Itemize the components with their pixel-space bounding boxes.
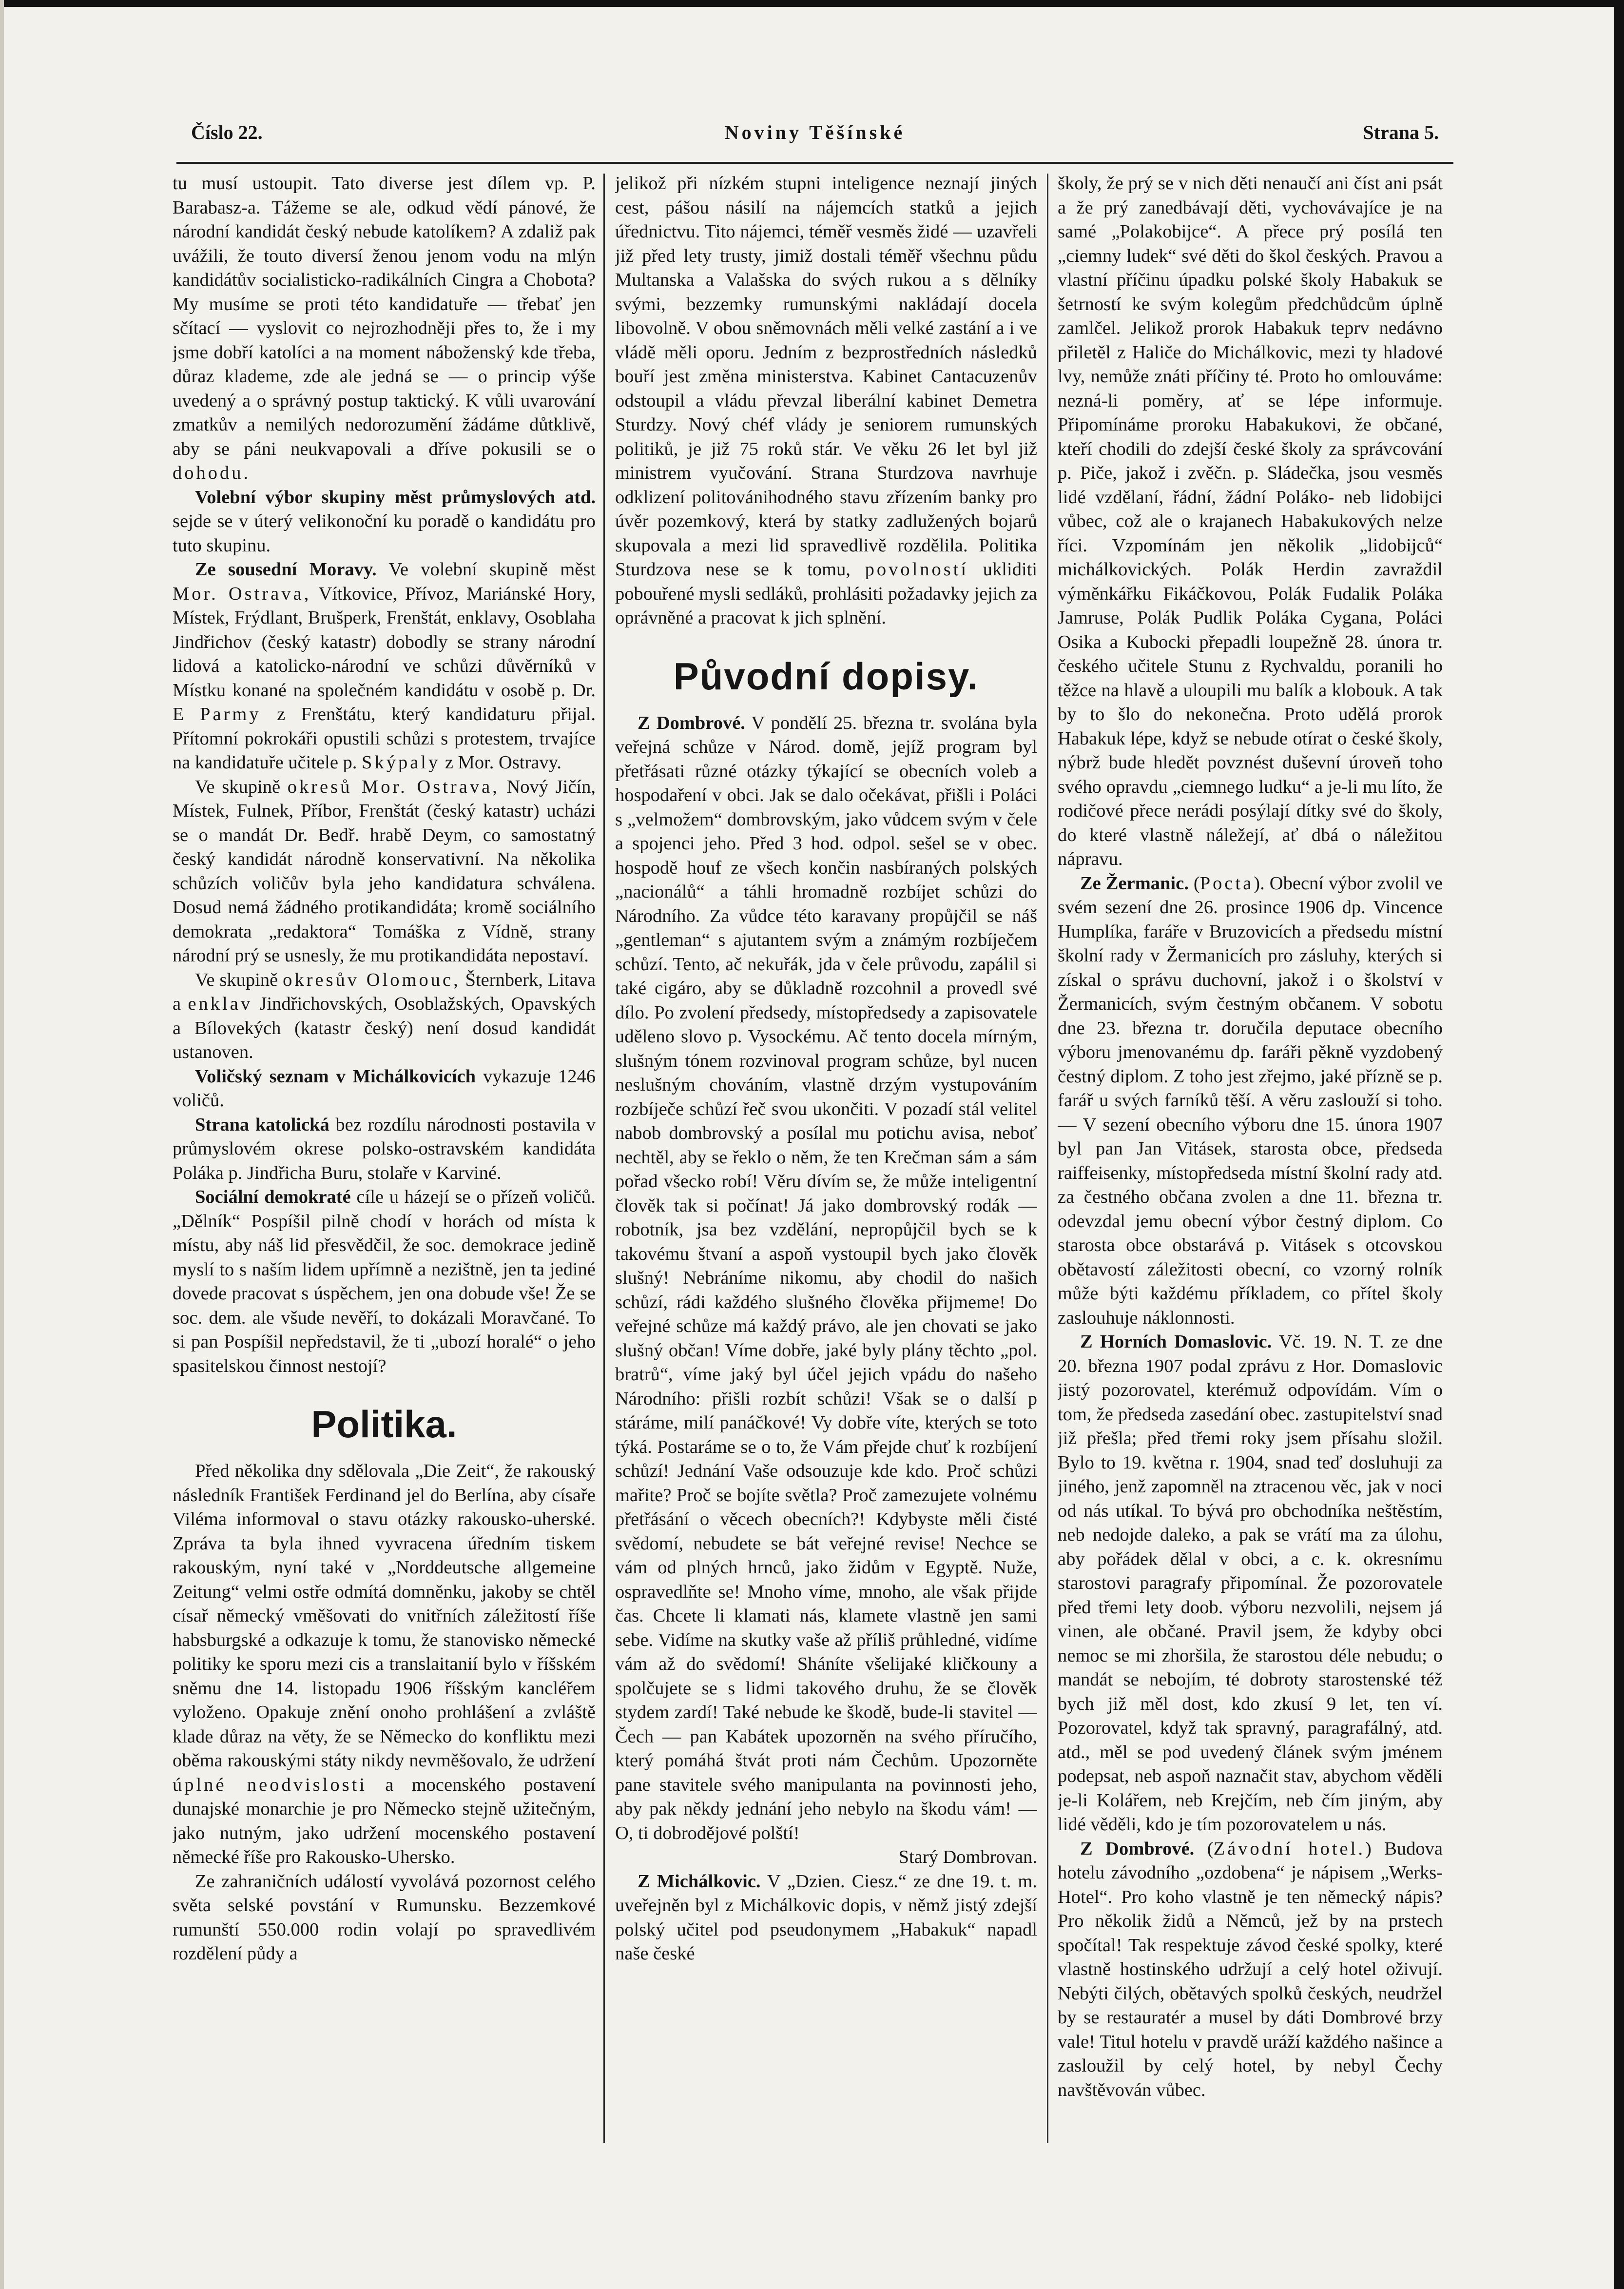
article-paragraph: Voličský seznam v Michálkovicích vykazuje 1246 voličů. bbox=[173, 1066, 596, 1111]
column-rule bbox=[603, 174, 605, 2143]
article-paragraph: Strana katolická bez rozdílu národnosti postavila v průmyslovém okrese polsko-ostravském kandidáta Poláka p. Jindřicha Buru, stolaře v Karviné. bbox=[173, 1114, 596, 1183]
article-paragraph: Z Dombrové. (Závodní hotel.) Budova hotelu závodního „ozdobena“ je nápisem „Werks-Hotel“. Pro koho vlastně je ten německý nápis? Pro několik židů a Němců, jež by na prstech spočítal! Tak respektuje závod české spolky, které vlastně hostinského udržují a celý hotel oživují. Nebýti čilých, obětavých spolků českých, neudržel by se restauratér a musel by dáti Dombrové brzy vale! Titul hotelu v pravdě uráží každého našince a zasloužil by celý hotel, by nebyl Čechy navštěvován vůbec. bbox=[1058, 1838, 1443, 2100]
article-paragraph: Ve skupině okresů Mor. Ostrava, Nový Jičín, Místek, Fulnek, Příbor, Frenštát (český katastr) ucházi se o mandát Dr. Bedř. hrabě Deym, co samostatný český kandidát národně konservativní. Na několika schůzích voličův byla jeho kandidatura schválena. Dosud nemá žádného protikandidáta; kromě sociálního demokrata „redaktora“ Tomáška z Vídně, strany národní prý se usnesly, že mu protikandidáta nepostaví. bbox=[173, 776, 596, 966]
scan-border-right bbox=[1614, 0, 1624, 2289]
article-paragraph: školy, že prý se v nich děti nenaučí ani číst ani psát a že prý zanedbávají děti, vychovávajíce je na samé „Polakobijce“. A přece prý posílá ten „ciemny ludek“ své děti do škol českých. Pravou a vlastní příčinu úpadku polské školy Habakuk se šetrností ke svým kolegům předchůdcům úplně zamlčel. Jelikož prorok Habakuk teprv nedávno přiletěl z Haliče do Michálkovic, mezi ty hladové lvy, nemůže znáti příčiny té. Proto ho omlouváme: nezná-li poměry, ať se lépe informuje. Připomínáme proroku Habakukovi, že občané, kteří chodili do zdejší české školy za správcování p. Piče, jakož i zvěčn. p. Sládečka, jsou vesměs lidé vzdělaní, řádní, žádní Poláko- neb lidobijci vůbec, což ale o krajanech Habakukových nelze říci. Vzpomínám jen několik „lidobijců“ michálkovických. Polák Herdin zavraždil výměnkářku Fikáčkovou, Polák Fudalik Poláka Jamruse, Polák Pudlik Poláka Cygana, Poláci Osika a Kubocki přepadli loupežně 28. února tr. českého učitele Stunu z Rychvaldu, poranili ho těžce na hlavě a uloupili mu balík a klobouk. A tak by to šlo do nekonečna. Proto udělá prorok Habakuk lépe, když se nebude otírat o české školy, nýbrž bude hledět povznést duševní úroveň toho svého opravdu „ciemnego ludku“ a je-li mu líto, že rodičové přece nerádi posýlají dítky své do školy, do které vlastně náležejí, ať dbá o náležitou nápravu. bbox=[1058, 173, 1443, 869]
article-paragraph: Volební výbor skupiny měst průmyslových atd. sejde se v úterý velikonoční ku poradě o kandidátu pro tuto skupinu. bbox=[173, 487, 596, 556]
section-heading-politika: Politika. bbox=[311, 1403, 457, 1446]
article-paragraph: Ze sousední Moravy. Ve volební skupině měst Mor. Ostrava, Vítkovice, Přívoz, Mariánské Hory, Místek, Frýdlant, Brušperk, Frenštát, enklavy, Osoblaha Jindřichov (český katastr) dobodly se strany národní lidová a katolicko-národní ve schůzi důvěrníků v Místku konané na společném kandidátu v osobě p. Dr. E Parmy z Frenštátu, který kandidaturu přijal. Přítomní pokrokáři opustili schůzi s protestem, trvajíce na kandidatuře učitele p. Skýpaly z Mor. Ostravy. bbox=[173, 559, 596, 773]
article-paragraph: Před několika dny sdělovala „Die Zeit“, že rakouský následník František Ferdinand jel do Berlína, aby císaře Viléma informoval o stavu otázky rakousko-uherské. Zpráva ta byla ihned vyvracena úředním tiskem rakouským, nyní také v „Norddeutsche allgemeine Zeitung“ velmi ostře odmítá domněnku, jakoby se chtěl císař německý vměšovati do vnitřních záležitostí říše habsburgské a odkazuje k tomu, že stanovisko německé politiky ke sporu mezi cis a translaitanií bylo v říšském sněmu dne 14. listopadu 1906 říšským kancléřem vyloženo. Opakuje znění onoho prohlášení a zvláště klade důraz na věty, že se Německo do konfliktu mezi oběma rakouskými státy nikdy nevměšovalo, že udržení úplné neodvislosti a mocenského postavení dunajské monarchie je pro Německo stejně užitečným, jako nutným, jako udržení mocenského postavení německé říše pro Rakousko-Uhersko. bbox=[173, 1461, 596, 1867]
page-number: Strana 5. bbox=[1363, 121, 1439, 143]
article-paragraph: Ve skupině okresův Olomouc, Šternberk, Litava a enklav Jindřichovských, Osoblažských, Opavských a Bílovekých (katastr český) není dosud kandidát ustanoven. bbox=[173, 969, 596, 1062]
scan-border-top bbox=[0, 0, 1624, 7]
column-3 bbox=[1058, 172, 1443, 2156]
article-paragraph: jelikož při nízkém stupni inteligence neznají jiných cest, pášou násilí na nájemcích statků a jejich úřednictvu. Tito nájemci, téměř vesměs židé — uzavřeli již před lety trusty, jimiž dostali téměř všechnu půdu Multanska a Valašska do svých rukou a s dělníky svými, bezzemky rumunskými nakládají docela libovolně. V obou sněmovnách měli velké zastání a i ve vládě měli oporu. Jedním z bezprostředních následků bouří jest změna ministerstva. Kabinet Cantacuzenův odstoupil a vládu převzal liberální kabinet Demetra Sturdzy. Nový chéf vlády je seniorem rumunských politiků, je již 75 roků stár. Ve věku 26 let byl již ministrem vyučování. Strana Sturdzova navrhuje odklizení politovánihodného stavu zřízením banky pro úvěr pozemkový, která by statky zadlužených bojarů skupovala a mezi lid spravedlivě rozdělila. Politika Sturdzova nese se k tomu, povolností ukliditi pobouřené mysli sedláků, prohlásiti požadavky jejich za oprávněné a pracovat k jich splnění. bbox=[615, 173, 1037, 628]
column-rule bbox=[1047, 174, 1048, 2143]
article-paragraph: Ze zahraničních událostí vyvolává pozornost celého světa selské povstání v Rumunsku. Bezzemkové rumunští 550.000 rodin volají po spravedlivém rozdělení půdy a bbox=[173, 1871, 596, 1964]
article-paragraph: tu musí ustoupit. Tato diverse jest dílem vp. P. Barabasz-a. Tážeme se ale, odkud vědí pánové, že národní kandidát český nebude katolíkem? A zdaliž pak uvážili, že touto diversí ženou jenom vodu na mlýn kandidátův socialisticko-radikálních Cingra a Chobota? My musíme se proti této kandidatuře — třebať jen sčítací — vyslovit co nejrozhodněji přes to, že i my jsme dobří katolíci a na moment náboženský kde třeba, důraz klademe, zde ale jedná se — o princip výše uvedený a o správný postup taktický. K vůli uvarování zmatkův a nemilých nedorozumění žádáme důtklivě, aby se páni neukvapovali a dříve pokusili se o dohodu. bbox=[173, 173, 596, 483]
header-rule bbox=[176, 162, 1453, 164]
newspaper-title: Noviny Těšínské bbox=[724, 121, 906, 143]
column-1 bbox=[173, 172, 596, 2156]
article-paragraph: Sociální demokraté cíle u házejí se o přízeň voličů. „Dělník“ Pospíšil pilně chodí v horách od místa k místu, aby náš lid přesvědčil, že soc. demokrace jedině myslí to s naším lidem upřímně a nezištně, jen ta jediné dovede pracovat s úspěchem, jen ona dobude vše! Že se soc. dem. ale všude nevěří, to dokázali Moravčané. To si pan Pospíšil nepředstavil, že ti „ubozí horalé“ o jeho spasitelskou činnost nestojí? bbox=[173, 1187, 596, 1376]
article-paragraph: Z Dombrové. V pondělí 25. března tr. svolána byla veřejná schůze v Národ. domě, jejíž program byl přetřásati různé otázky týkající se obecních voleb a hospodaření v obci. Jak se dalo očekávat, přišli i Poláci s „velmožem“ dombrovským, jako vůdcem svým v čele a spojenci jeho. Před 3 hod. odpol. sešel se v obec. hospodě houf ze všech končin nasbíraných polských „nacionálů“ a táhli hromadně rozbíjet schůzi do Národního. Za vůdce této karavany propůjčil se náš „gentleman“ s ajutantem svým a známým rozbíječem schůzí. Tento, ač nekuřák, jda v čele průvodu, zapálil si také cigáro, aby se důkladně rozcohnil a provedl své dílo. Po zvolení předsedy, místopředsedy a zapisovatele uděleno slovo p. Vysockému. Ač tento docela mírným, slušným tónem rozvinoval program schůze, byl nucen neslušným chováním, vlastně drzým vystupováním rozbíječe schůzí řeč svou ukončiti. V pozadí stál velitel nabob dombrovský a posílal mu potichu avisa, neboť nechtěl, aby se řeklo o něm, že ten Krečman sám a sám pořad všecko robí! Věru dívím se, že může inteligentní člověk tak si počínat! Já jako dombrovský rodák — robotník, jsa bez vzdělání, nepropůjčil bych se k takovému štvaní a aspoň vystoupil bych jako člověk slušný! Nebráníme nikomu, aby chodil do našich schůzí, rádi každého slušného člověka přijmeme! Do veřejné schůze má každý právo, ale jen chovati se jako slušný občan! Víme dobře, jaké byly plány těchto „pol. bratrů“, víme jaký byl účel jejich vpádu do našeho Národního: přišli rozbít schůzi! Však se o další p stáráme, milí panáčkové! Vy dobře víte, kterých se toto týká. Postaráme se o to, že Vám přejde chuť k rozbíjení schůzí! Jednání Vaše odsouzuje kde kdo. Proč schůzi mařite? Proč se bojíte světla? Proč zamezujete volnému přetřásání o věcech obecních?! Kdybyste měli čisté svědomí, nebudete se bát veřejné revise! Nechce se vám od plných hrnců, jako židům v Egyptě. Nuže, ospravedlňte se! Mnoho víme, mnoho, ale však přijde čas. Chcete li klamati nás, klamete vlastně jen sami sebe. Vidíme na skutky vaše až příliš průhledné, vidíme vám až do svědomí! Sháníte všelijaké kličkouny a spolčujete se s lidmi takového druhu, že se člověk stydem zardí! Také nebude ke škodě, bude-li stavitel — Čech — pan Kabátek upozorněn na svého příručího, který pomáhá štvát proti nám Čechům. Upozorněte pane stavitele svého manipulanta na povinnosti jeho, aby pak někdy jednání jeho nebylo na škodu vám! — O, ti dobrodějové polští! bbox=[615, 712, 1037, 1843]
page-header bbox=[191, 121, 1439, 155]
column-2 bbox=[615, 172, 1037, 2156]
scan-border-left bbox=[0, 0, 4, 2289]
issue-number: Číslo 22. bbox=[191, 121, 263, 143]
article-paragraph: Ze Žermanic. (Pocta). Obecní výbor zvolil ve svém sezení dne 26. prosince 1906 dp. Vincence Humplíka, faráře v Bruzovicích a předsedu místní školní rady v Žermanicích pro zásluhy, kterých si získal o správu duchovní, jakož i o školství v Žermanicích, svým čestným občanem. V sobotu dne 23. března tr. doručila deputace obecního výboru jmenovanému dp. faráři pěkně vyzdobený čestný diplom. Z toho jest zřejmo, jaké přízně se p. farář u svých farníků těší. A věru zaslouží si toho. — V sezení obecního výboru dne 15. února 1907 byl pan Jan Vitásek, starosta obce, předseda raiffeisenky, místopředseda místní školní rady atd. za čestného občana zvolen a dne 11. března tr. odevzdal jemu obecní výbor čestný diplom. Co starosta obce obstarává p. Vitásek s otcovskou obětavostí záležitosti obecní, co vzorný rolník může býti každému příkladem, co přítel školy zaslouhuje náklonnosti. bbox=[1058, 873, 1443, 1328]
section-heading-puvodni-dopisy: Původní dopisy. bbox=[673, 654, 979, 698]
letter-signature: Starý Dombrovan. bbox=[898, 1847, 1037, 1867]
article-paragraph: Z Michálkovic. V „Dzien. Ciesz.“ ze dne 19. t. m. uveřejněn byl z Michálkovic dopis, v němž jistý zdejší polský učitel pod pseudonymem „Habakuk“ napadl naše české bbox=[615, 1871, 1037, 1964]
article-paragraph: Z Horních Domaslovic. Vč. 19. N. T. ze dne 20. března 1907 podal zprávu z Hor. Domaslovic jistý pozorovatel, kterémuž odpovídám. Vím o tom, že předseda zasedání obec. zastupitelství snad již přešla; před třemi roky jsem přísahu složil. Bylo to 19. května r. 1904, snad teď dosluhuji za jiného, jenž zapomněl na ztracenou věc, jak v noci od nás utíkal. To bývá pro obchodníka neštěstím, neb nedojde daleko, a pak se vrátí ma za úlohu, aby pořádek dělal v obci, a c. k. okresnímu starostovi paragrafy připomínal. Že pozorovatele před třemi lety doob. výboru nezvolili, nejsem já vinen, ale občané. Pravil jsem, že kdyby obci nemoc se mi zhoršila, že starostou déle nebudu; o mandát se nebojím, té dobroty starostenské též bych již měl dost, kdo zkusí 9 let, ten ví. Pozorovatel, když tak spravný, paragrafálný, atd. atd., měl se pod uvedený článek svým jménem podepsat, neb aspoň naznačit stav, abychom věděli je-li Kolářem, neb Krejčím, neb čím jiným, aby lidé věděli, kdo je tím pozorovatelem u nás. bbox=[1058, 1331, 1443, 1835]
